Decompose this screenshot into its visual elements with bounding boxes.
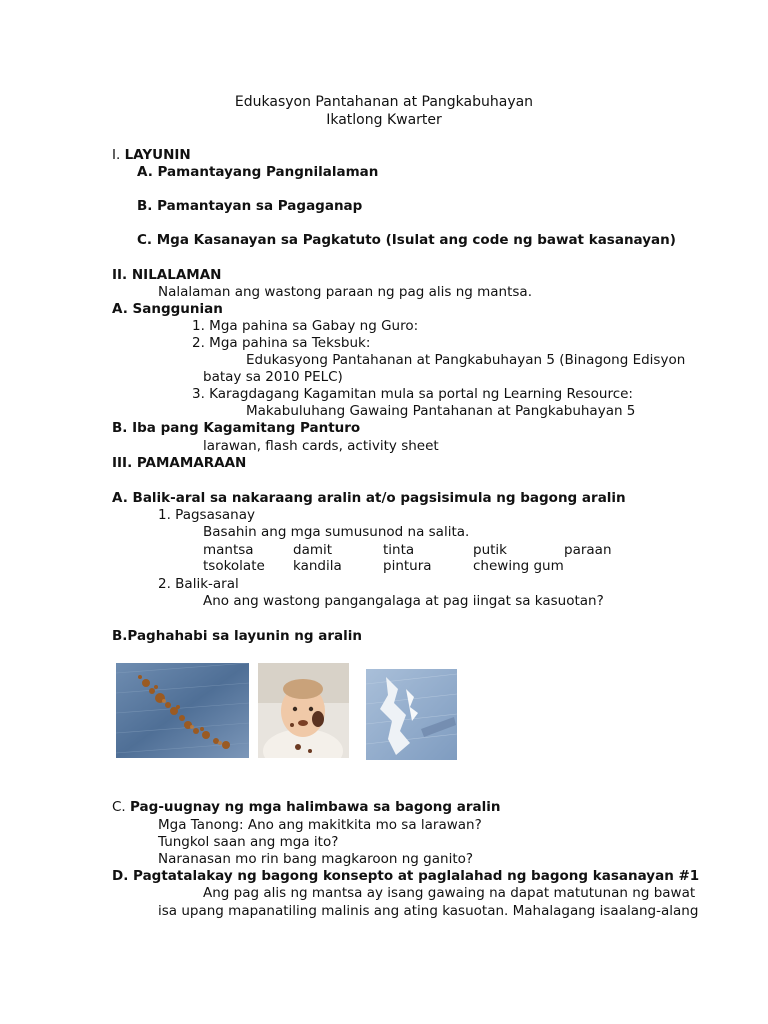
child-with-chocolate-photo (258, 663, 349, 758)
document-subtitle: Ikatlong Kwarter (326, 112, 442, 128)
sanggunian-heading: A. Sanggunian (112, 301, 223, 317)
balik-aral-question: Ano ang wastong pangangalaga at pag iingat sa kasuotan? (203, 593, 604, 609)
sanggunian-item-2: 2. Mga pahina sa Teksbuk: (192, 335, 371, 351)
balik-aral-label: 2. Balik-aral (158, 576, 239, 592)
sanggunian-item-2-detail-cont: batay sa 2010 PELC) (203, 369, 343, 385)
pamamaraan-a-heading: A. Balik-aral sa nakaraang aralin at/o pagsisimula ng bagong aralin (112, 490, 626, 506)
section-nilalaman-heading: II. NILALAMAN (112, 267, 222, 283)
sanggunian-item-2-detail: Edukasyong Pantahanan at Pangkabuhayan 5 (Binagong Edisyon (246, 352, 686, 368)
sanggunian-item-3: 3. Karagdagang Kagamitan mula sa portal ng Learning Resource: (192, 386, 633, 402)
word-cell: kandila (293, 558, 342, 574)
section-c-letter: C. (112, 799, 126, 815)
layunin-item-c: C. Mga Kasanayan sa Pagkatuto (Isulat ang code ng bawat kasanayan) (137, 232, 676, 248)
pamamaraan-d-heading: D. Pagtatalakay ng bagong konsepto at paglalahad ng bagong kasanayan #1 (112, 868, 700, 884)
pamamaraan-b-heading: B.Paghahabi sa layunin ng aralin (112, 628, 363, 644)
sanggunian-item-3-detail: Makabuluhang Gawaing Pantahanan at Pangkabuhayan 5 (246, 403, 636, 419)
section-c-title: Pag-uugnay ng mga halimbawa sa bagong aralin (130, 799, 501, 815)
iba-pang-kagamitan-text: larawan, flash cards, activity sheet (203, 438, 439, 454)
word-cell: tsokolate (203, 558, 265, 574)
nilalaman-text: Nalalaman ang wastong paraan ng pag alis ng mantsa. (158, 284, 532, 300)
sanggunian-item-1: 1. Mga pahina sa Gabay ng Guro: (192, 318, 419, 334)
pamamaraan-c-heading (112, 799, 501, 815)
section-pamamaraan-heading: III. PAMAMARAAN (112, 455, 247, 471)
word-cell: paraan (564, 542, 612, 558)
section-layunin-heading (112, 147, 191, 163)
layunin-item-a: A. Pamantayang Pangnilalaman (137, 164, 379, 180)
word-cell: damit (293, 542, 333, 558)
pagsasanay-instruction: Basahin ang mga sumusunod na salita. (203, 524, 470, 540)
word-cell: chewing gum (473, 558, 564, 574)
layunin-item-b: B. Pamantayan sa Pagaganap (137, 198, 363, 214)
word-cell: putik (473, 542, 507, 558)
section-layunin-title: LAYUNIN (124, 147, 191, 163)
c-question-1: Mga Tanong: Ano ang makitkita mo sa larawan? (158, 817, 482, 833)
paint-stained-denim-photo (366, 669, 457, 760)
d-paragraph-line-1: Ang pag alis ng mantsa ay isang gawaing na dapat matutunan ng bawat (203, 885, 696, 901)
section-roman-numeral: I. (112, 147, 121, 163)
rust-stained-denim-photo (116, 663, 249, 758)
word-cell: mantsa (203, 542, 254, 558)
pagsasanay-label: 1. Pagsasanay (158, 507, 255, 523)
word-cell: tinta (383, 542, 415, 558)
document-title: Edukasyon Pantahanan at Pangkabuhayan (234, 94, 534, 110)
c-question-2: Tungkol saan ang mga ito? (158, 834, 339, 850)
d-paragraph-line-2: isa upang mapanatiling malinis ang ating kasuotan. Mahalagang isaalang-alang (158, 903, 699, 919)
c-question-3: Naranasan mo rin bang magkaroon ng ganito? (158, 851, 474, 867)
iba-pang-kagamitan-heading: B. Iba pang Kagamitang Panturo (112, 420, 361, 436)
word-cell: pintura (383, 558, 432, 574)
